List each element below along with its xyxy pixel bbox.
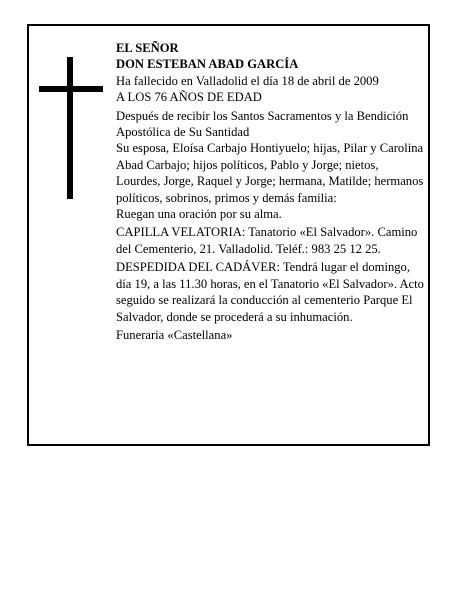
cross-horizontal-bar: [39, 86, 103, 92]
age-line: A LOS 76 AÑOS DE EDAD: [116, 90, 262, 105]
deceased-name: DON ESTEBAN ABAD GARCÍA: [116, 57, 299, 72]
chapel-paragraph: CAPILLA VELATORIA: Tanatorio «El Salvador». Camino del Cementerio, 21. Valladolid. Teléf.: 983 25 12 25.: [116, 225, 418, 256]
obituary-text: [116, 40, 426, 343]
passing-line: Ha fallecido en Valladolid el día 18 de abril de 2009: [116, 73, 379, 88]
family-paragraph: Su esposa, Eloísa Carbajo Hontiyuelo; hijas, Pilar y Carolina Abad Carbajo; hijos políticos, Pablo y Jorge; nietos, Lourdes, Jorge, Raquel y Jorge; hermana, Matilde; hermanos políticos, sobrinos, primos y demás familia:: [116, 141, 424, 205]
honorific: EL SEÑOR: [116, 41, 179, 55]
farewell-paragraph: DESPEDIDA DEL CADÁVER: Tendrá lugar el domingo, día 19, a las 11.30 horas, en el Tanatorio «El Salvador». Acto seguido se realizará la conducción al cementerio Parque El Salvador, donde se procederá a su inhumación.: [116, 260, 424, 324]
cross-vertical-bar: [67, 57, 73, 199]
funeral-home: Funeraria «Castellana»: [116, 327, 233, 342]
obituary-notice: [27, 24, 430, 446]
sacraments-paragraph: Después de recibir los Santos Sacramentos y la Bendición Apostólica de Su Santidad: [116, 108, 409, 140]
prayer-line: Ruegan una oración por su alma.: [116, 207, 282, 222]
